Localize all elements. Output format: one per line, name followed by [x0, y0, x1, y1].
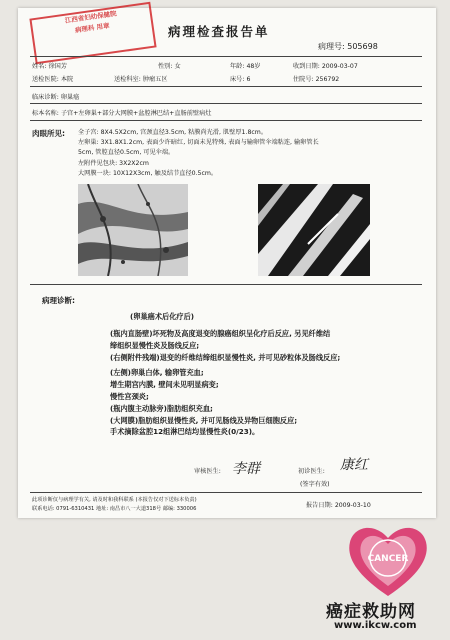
logo-text: CANCER [367, 554, 409, 564]
report-date-value: 2009-03-10 [334, 502, 371, 509]
diagnosis-label: 病理诊断: [42, 296, 75, 305]
gross-line: 全子宫: 8X4.5X2cm, 宫颈直径3.5cm, 粘膜尚光滑, 肌壁厚1.8cm。 [78, 129, 268, 136]
department-value: 肿瘤五区 [142, 76, 168, 83]
report-date-field [306, 500, 371, 509]
gross-line: 左附件见包块: 3X2X2cm [78, 159, 149, 167]
received-date-label: 收到日期: [293, 63, 320, 70]
hospital-field [32, 74, 73, 83]
name-value: 徐国芳 [48, 63, 67, 70]
age-value: 48岁 [246, 63, 261, 70]
clinical-diagnosis-label: 临床诊断: [32, 94, 59, 101]
gross-line: 5cm, 管腔直径0.5cm, 可见伞端。 [78, 149, 175, 157]
received-date-field [293, 61, 358, 70]
brand-url: www.ikcw.com [334, 620, 417, 631]
clinical-diagnosis-field [32, 92, 79, 101]
gender-value: 女 [174, 63, 181, 70]
footer-contact: 联系电话: 0791-6310431 地址: 南昌市八一大道318号 邮编: 330006 [32, 506, 197, 512]
divider [30, 492, 422, 493]
pathology-number-value: 505698 [347, 42, 378, 51]
cancer-heart-logo [344, 520, 432, 600]
footer-note: 此项诊断仅与病理学有关, 请及时和我科联系 (本报告仅对下送标本负责) [32, 497, 197, 503]
initial-doctor-label: 初诊医生: [298, 468, 325, 475]
hospital-value: 本院 [60, 76, 74, 83]
diagnosis-line: (右侧附件残端)退变的纤维结缔组织显慢性炎, 并可见砂粒体及肠线反应; [110, 352, 341, 362]
signature-valid-note: (签字有效) [300, 481, 330, 488]
gross-line: 左卵巢: 3X1.8X1.2cm, 表面少许暗红, 切面未见特殊, 表面与输卵管伞端粘连, 输卵管长 [78, 139, 319, 147]
gross-line: 大网膜一块: 10X12X3cm, 触及结节直径0.5cm。 [78, 169, 218, 177]
name-label: 姓名: [32, 63, 47, 70]
gross-findings-label: 肉眼所见: [32, 129, 65, 138]
diagnosis-line: (瓶内直肠壁)坏死物及高度退变的腺癌组织呈化疗后反应, 另见纤维结 [110, 329, 331, 338]
micrograph-image-2 [258, 184, 370, 276]
divider [30, 56, 422, 57]
diagnosis-text [110, 328, 340, 438]
received-date-value: 2009-03-07 [321, 63, 358, 70]
stamp-line-1: 江西省妇幼保健院 [64, 9, 118, 25]
bed-value: 6 [246, 76, 251, 83]
diagnosis-line: (大网膜)脂肪组织显慢性炎, 并可见肠线及异物巨细胞反应; [110, 415, 298, 425]
age-label: 年龄: [230, 63, 245, 70]
reviewer-label: 审核医生: [194, 468, 221, 475]
bed-field [230, 74, 250, 83]
inpatient-field [293, 74, 339, 83]
brand-name: 癌症救助网 [326, 602, 416, 622]
diagnosis-line: (瓶内腹主动脉旁)脂肪组织充血; [110, 403, 213, 413]
gender-label: 性别: [158, 63, 173, 70]
pathology-number-label: 病理号: [318, 42, 345, 51]
micrograph-image-1 [78, 184, 188, 276]
clinical-diagnosis-value: 卵巢癌 [60, 94, 80, 101]
divider [30, 86, 422, 87]
report-title: 病理检查报告单 [168, 24, 270, 39]
initial-doctor-signature: 康红 [340, 457, 368, 473]
age-field [230, 61, 261, 70]
specimen-field [32, 108, 212, 117]
hospital-label: 送检医院: [32, 76, 59, 83]
specimen-value: 子宫+左卵巢+部分大网膜+盆腔淋巴结+直肠前壁病灶 [60, 110, 212, 117]
report-date-label: 报告日期: [306, 502, 333, 509]
stamp-line-2: 病理科 用章 [74, 21, 111, 35]
divider [30, 103, 422, 104]
gender-field [158, 61, 181, 70]
inpatient-value: 256792 [315, 76, 340, 83]
divider [30, 284, 422, 285]
diagnosis-line: 增生期宫内膜, 壁间未见明显病变; [110, 380, 219, 390]
department-label: 送检科室: [114, 76, 141, 83]
reviewer-signature: 李群 [232, 461, 260, 477]
specimen-label: 标本名称: [32, 110, 59, 117]
diagnosis-heading: (卵巢癌术后化疗后) [130, 312, 195, 321]
diagnosis-line: 缔组织显慢性炎及肠线反应; [110, 340, 200, 350]
pathology-number [318, 41, 378, 52]
inpatient-label: 住院号: [293, 76, 314, 83]
diagnosis-line: (左侧)卵巢白体, 输卵管充血; [110, 368, 204, 378]
divider [30, 120, 422, 121]
pathology-report-sheet [18, 8, 436, 518]
diagnosis-line: 手术摘除盆腔12组淋巴结均显慢性炎(0/23)。 [110, 427, 260, 437]
bed-label: 床号: [230, 76, 245, 83]
department-field [114, 74, 168, 83]
gross-findings-text [78, 128, 319, 179]
hospital-stamp [29, 2, 156, 65]
name-field [32, 61, 67, 70]
diagnosis-line: 慢性宫颈炎; [110, 391, 149, 401]
